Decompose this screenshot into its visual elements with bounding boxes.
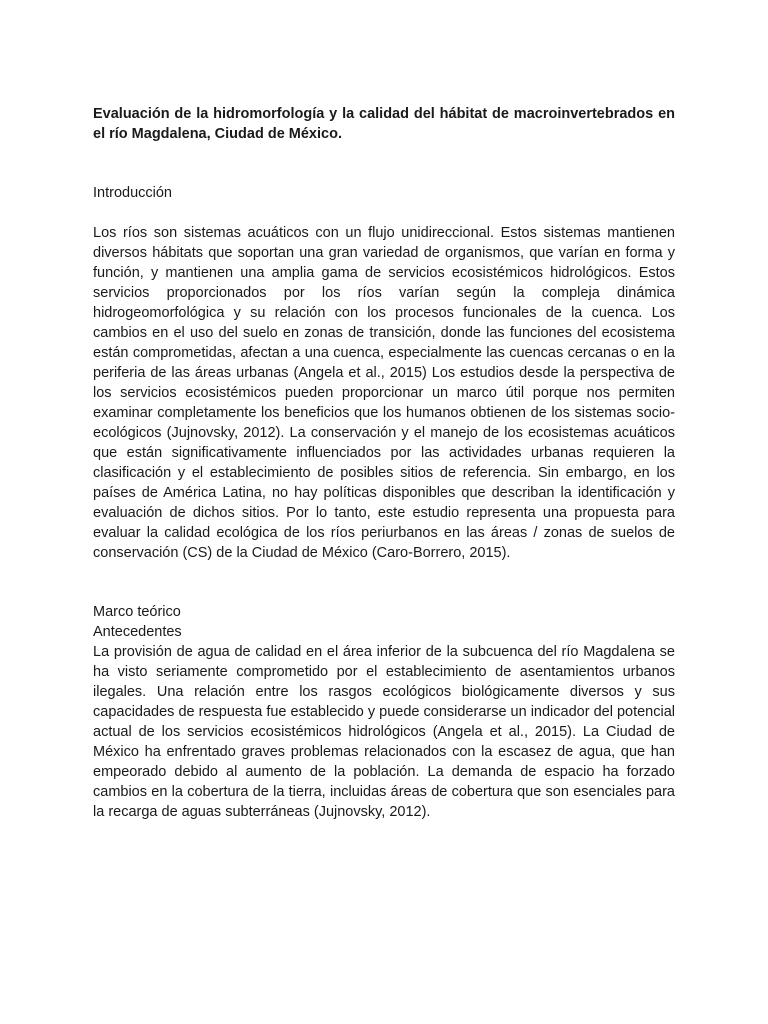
introduction-heading: Introducción (93, 185, 172, 201)
marco-teorico-heading: Marco teórico (93, 604, 181, 620)
introduction-paragraph: Los ríos son sistemas acuáticos con un flujo unidireccional. Estos sistemas mantienen diversos hábitats que soportan una gran variedad de organismos, que varían en forma y función, y mantienen una amplia gama de servicios ecosistémicos hidrológicos. Estos servicios proporcionados por los ríos varían según la compleja dinámica hidrogeomorfológica y su relación con los procesos funcionales de la cuenca. Los cambios en el uso del suelo en zonas de transición, donde las funciones del ecosistema están comprometidas, afectan a una cuenca, especialmente las cuencas cercanas o en la periferia de las áreas urbanas (Angela et al., 2015) Los estudios desde la perspectiva de los servicios ecosistémicos pueden proporcionar un marco útil porque nos permiten examinar completamente los beneficios que los humanos obtienen de los sistemas socio-ecológicos (Jujnovsky, 2012). La conservación y el manejo de los ecosistemas acuáticos que están significativamente influenciados por las actividades urbanas requieren la clasificación y el establecimiento de posibles sitios de referencia. Sin embargo, en los países de América Latina, no hay políticas disponibles que describan la identificación y evaluación de dichos sitios. Por lo tanto, este estudio representa una propuesta para evaluar la calidad ecológica de los ríos periurbanos en las áreas / zonas de suelos de conservación (CS) de la Ciudad de México (Caro-Borrero, 2015). (93, 225, 675, 561)
antecedentes-subheading: Antecedentes (93, 624, 182, 640)
antecedentes-paragraph: La provisión de agua de calidad en el área inferior de la subcuenca del río Magdalena se ha visto seriamente comprometido por el establecimiento de asentamientos urbanos ilegales. Una relación entre los rasgos ecológicos biológicamente diversos y sus capacidades de respuesta fue establecido y puede considerarse un indicador del potencial actual de los servicios ecosistémicos hidrológicos (Angela et al., 2015). La Ciudad de México ha enfrentado graves problemas relacionados con la escasez de agua, que han empeorado debido al aumento de la población. La demanda de espacio ha forzado cambios en la cobertura de la tierra, incluidas áreas de cobertura que son esenciales para la recarga de aguas subterráneas (Jujnovsky, 2012). (93, 644, 676, 820)
document-page (93, 104, 675, 822)
document-title: Evaluación de la hidromorfología y la calidad del hábitat de macroinvertebrados en el río Magdalena, Ciudad de México. (93, 106, 675, 142)
